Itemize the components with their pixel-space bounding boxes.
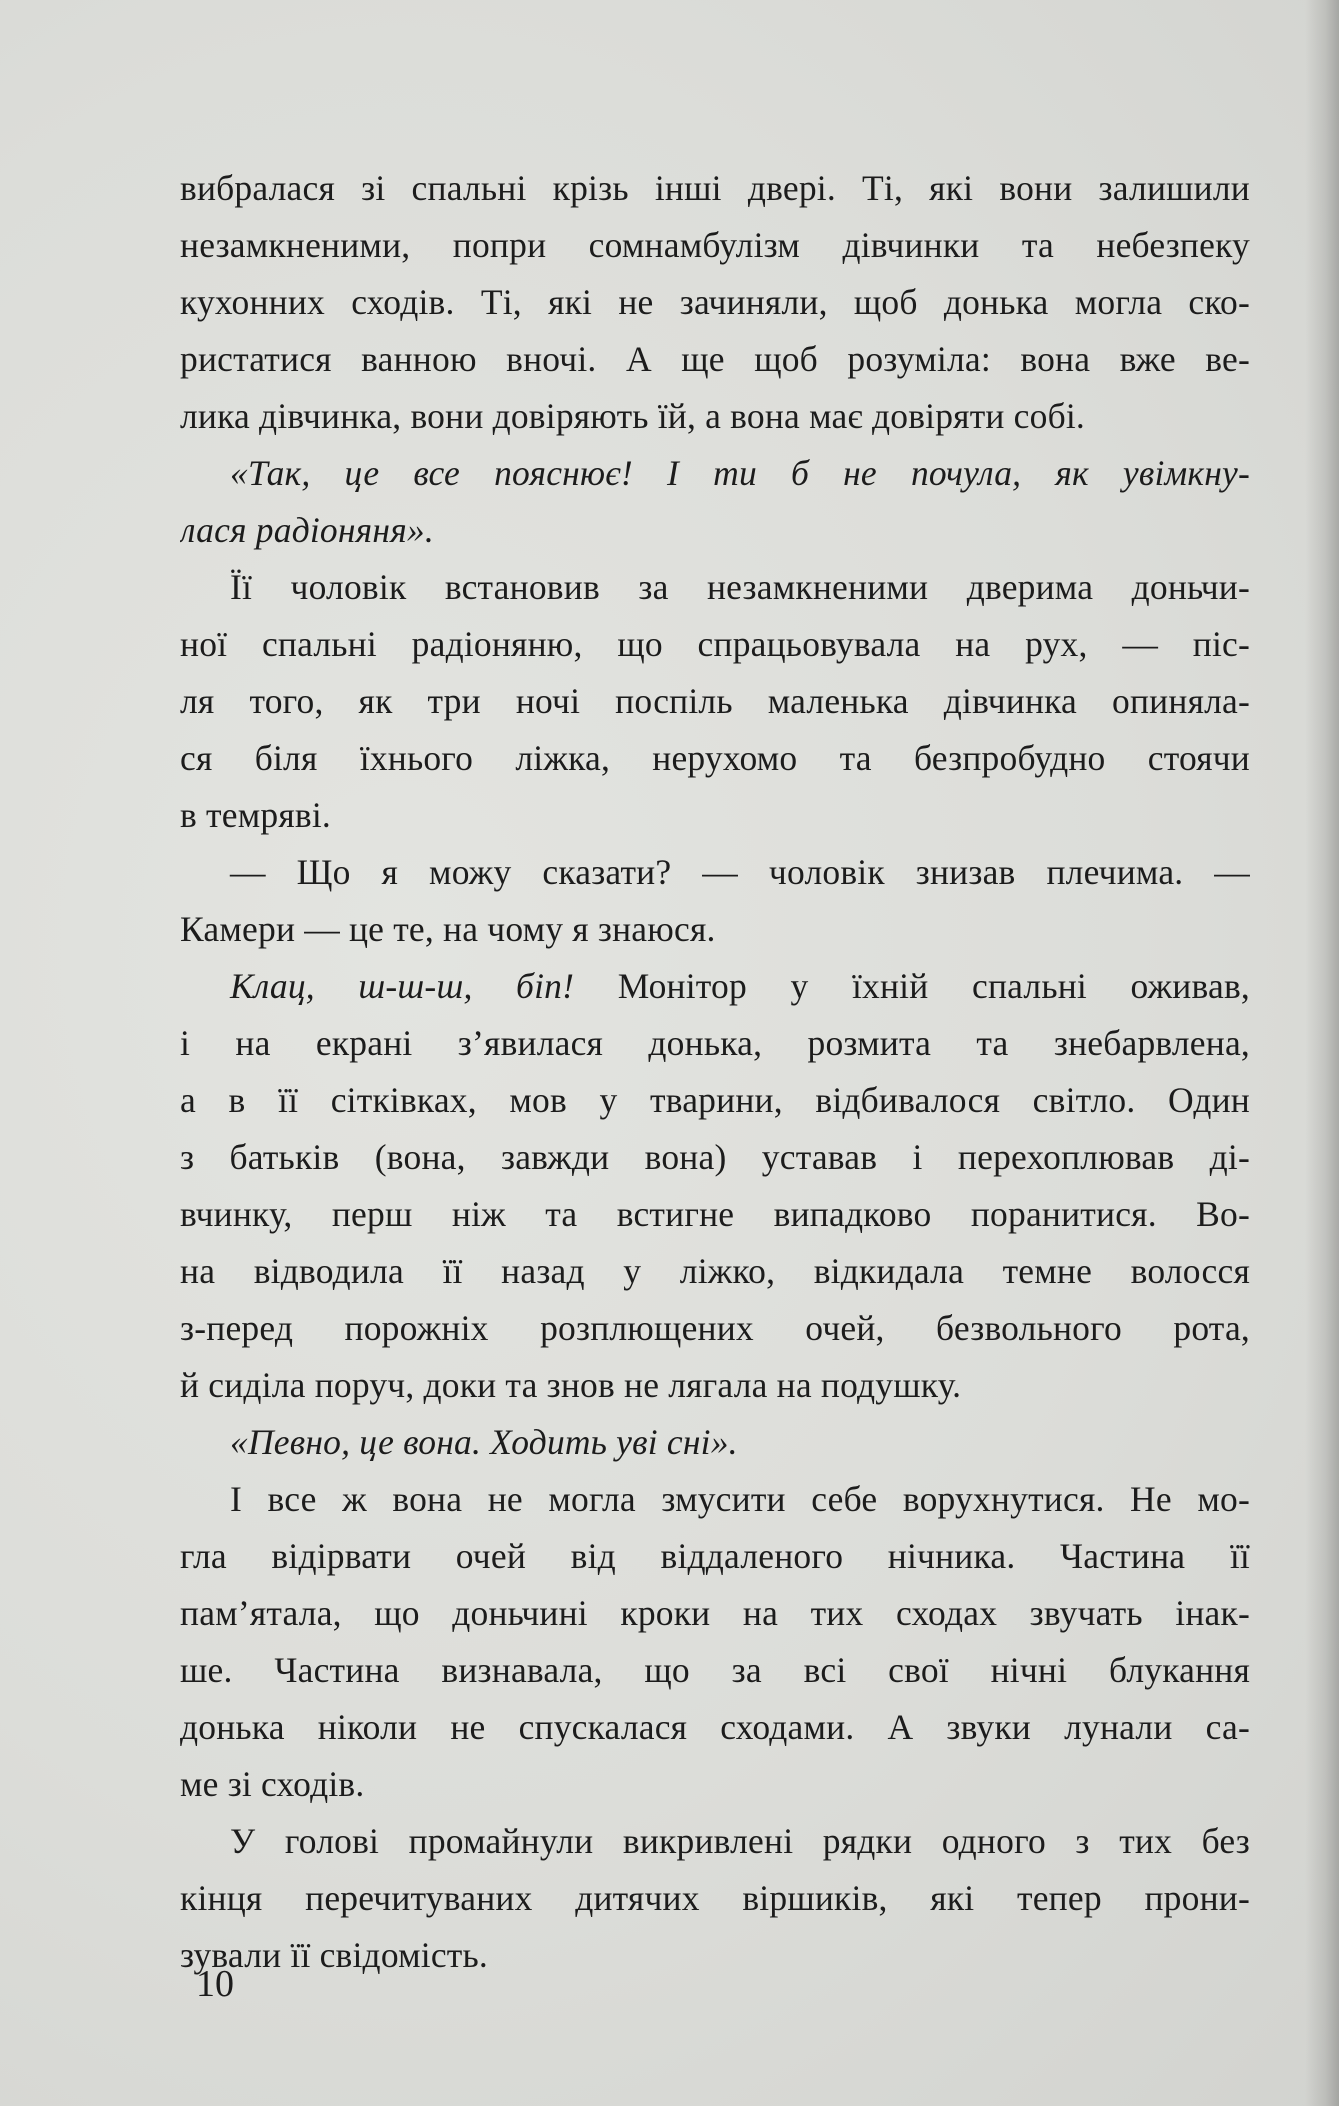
text-line: на відводила її назад у ліжко, відкидала темне волосся — [180, 1251, 1250, 1291]
text-line: «Певно, це вона. Ходить уві сні». — [230, 1422, 738, 1462]
text-line: лика дівчинка, вони довіряють їй, а вона має довіряти собі. — [180, 396, 1085, 436]
text-line: з-перед порожніх розплющених очей, безвольного рота, — [180, 1308, 1250, 1348]
text-line: І все ж вона не могла змусити себе ворухнутися. Не мо- — [230, 1479, 1250, 1519]
text-line: незамкненими, попри сомнамбулізм дівчинки та небезпеку — [180, 225, 1250, 265]
text-line: зували її свідомість. — [180, 1935, 488, 1975]
text-line: ше. Частина визнавала, що за всі свої нічні блукання — [180, 1650, 1250, 1690]
text-line: кінця перечитуваних дитячих віршиків, які тепер прони- — [180, 1878, 1250, 1918]
text-line: Камери — це те, на чому я знаюся. — [180, 909, 716, 949]
text-line: «Так, це все пояснює! І ти б не почула, як увімкну- — [230, 453, 1250, 493]
text-line: лася радіоняня». — [180, 510, 434, 550]
text-line: й сиділа поруч, доки та знов не лягала на подушку. — [180, 1365, 962, 1405]
text-line: ся біля їхнього ліжка, нерухомо та безпробудно стоячи — [180, 738, 1250, 778]
text-line: кухонних сходів. Ті, які не зачиняли, щоб донька могла ско- — [180, 282, 1250, 322]
text-line: і на екрані з’явилася донька, розмита та знебарвлена, — [180, 1023, 1250, 1063]
text-line: з батьків (вона, завжди вона) уставав і перехоплював ді- — [180, 1137, 1250, 1177]
text-line: ної спальні радіоняню, що спрацьовувала на рух, — піс- — [180, 624, 1250, 664]
text-line: ме зі сходів. — [180, 1764, 365, 1804]
text-line: гла відірвати очей від віддаленого нічника. Частина її — [180, 1536, 1250, 1576]
text-line: вчинку, перш ніж та встигне випадково поранитися. Во- — [180, 1194, 1250, 1234]
text-line: У голові промайнули викривлені рядки одного з тих без — [230, 1821, 1250, 1861]
page-edge-shadow — [1305, 0, 1339, 2106]
text-line: ристатися ванною вночі. А ще щоб розуміла: вона вже ве- — [180, 339, 1250, 379]
text-line: а в її сітківках, мов у тварини, відбивалося світло. Один — [180, 1080, 1250, 1120]
text-line: в темряві. — [180, 795, 331, 835]
text-line — [180, 958, 1250, 1015]
text-line: Її чоловік встановив за незамкненими дверима доньчи- — [230, 567, 1250, 607]
text-line: — Що я можу сказати? — чоловік знизав плечима. — — [230, 852, 1250, 892]
page-number: 10 — [196, 1963, 234, 2005]
text-line: ля того, як три ночі поспіль маленька дівчинка опиняла- — [180, 681, 1250, 721]
text-line: донька ніколи не спускалася сходами. А звуки лунали са- — [180, 1707, 1250, 1747]
plain-phrase: Монітор у їхній спальні оживав, — [574, 966, 1250, 1006]
italic-phrase: Клац, ш-ш-ш, біп! — [230, 966, 575, 1006]
text-line: вибралася зі спальні крізь інші двері. Ті, які вони залишили — [180, 168, 1250, 208]
body-text — [180, 160, 1250, 1984]
text-line: пам’ятала, що доньчині кроки на тих сходах звучать інак- — [180, 1593, 1250, 1633]
